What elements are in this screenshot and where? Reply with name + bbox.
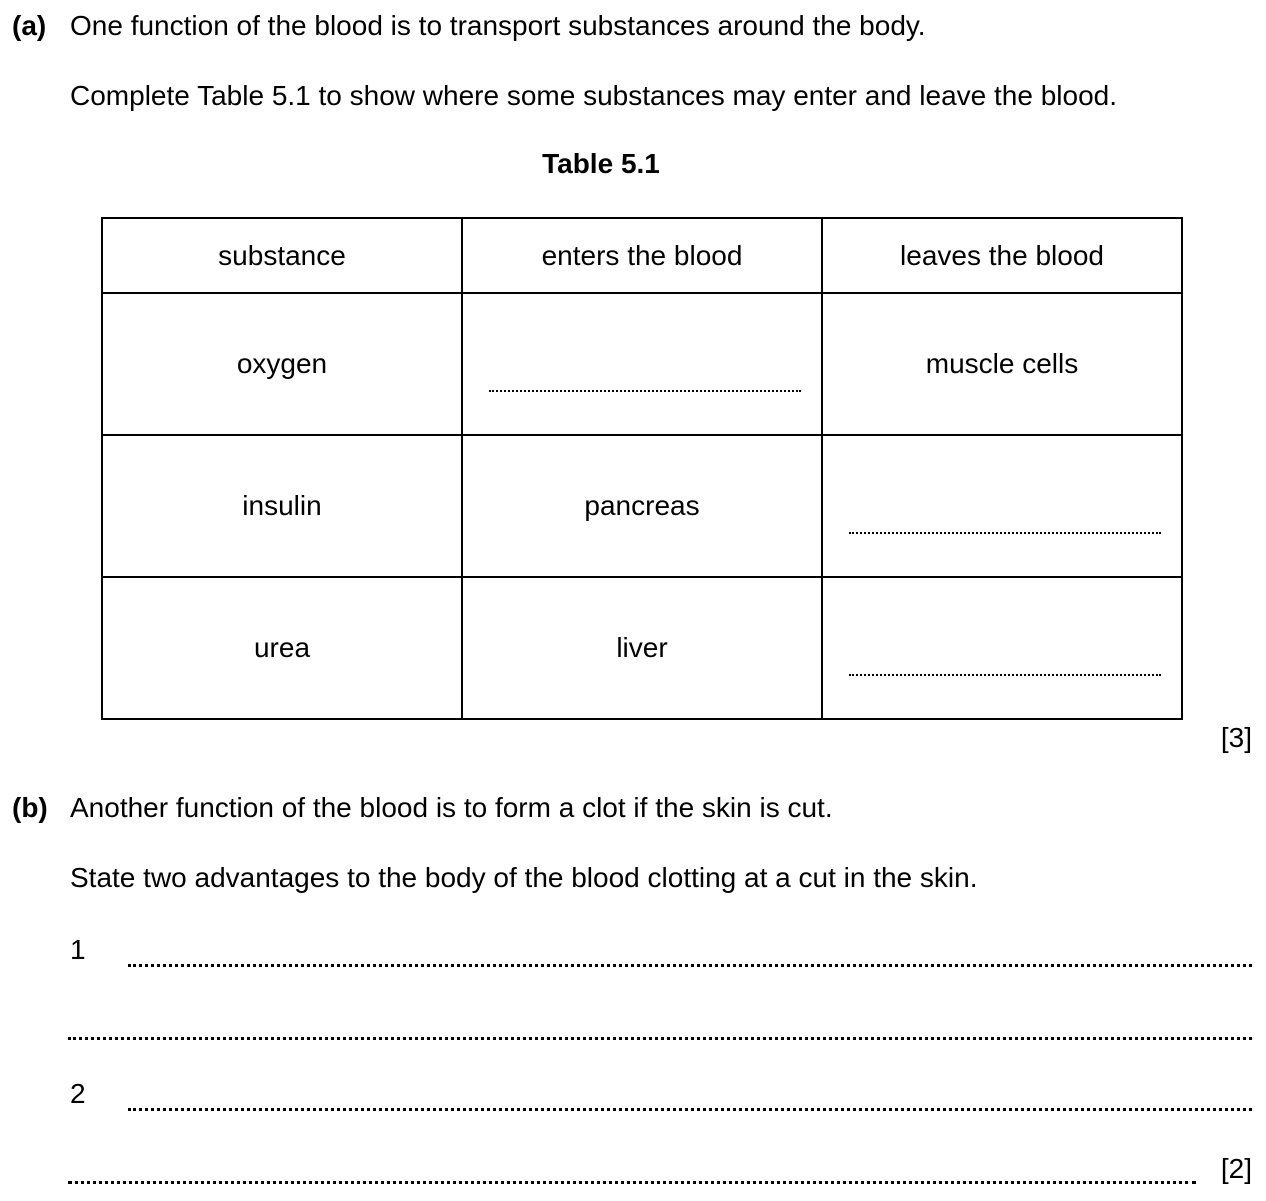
substance-table bbox=[101, 217, 1183, 720]
part-b-instruction: State two advantages to the body of the blood clotting at a cut in the skin. bbox=[70, 862, 978, 893]
table-caption: Table 5.1 bbox=[542, 148, 660, 179]
cell-substance: urea bbox=[253, 632, 311, 663]
answer-dotted-line[interactable] bbox=[489, 390, 801, 392]
answer-cell-oxygen-enters[interactable] bbox=[462, 293, 822, 435]
answer-cell-urea-leaves[interactable] bbox=[822, 577, 1182, 719]
answer-line-2a[interactable] bbox=[128, 1108, 1252, 1111]
cell-enters: liver bbox=[616, 632, 668, 663]
answer-dotted-line[interactable] bbox=[849, 674, 1161, 676]
part-a-intro: One function of the blood is to transport substances around the body. bbox=[70, 10, 926, 41]
header-enters-blood: enters the blood bbox=[462, 218, 822, 293]
answer-number-2: 2 bbox=[70, 1078, 86, 1109]
table-cell bbox=[822, 293, 1182, 435]
table-cell bbox=[462, 435, 822, 577]
table-header-row bbox=[102, 218, 1182, 293]
answer-line-2b[interactable] bbox=[68, 1181, 1196, 1184]
answer-dotted-line[interactable] bbox=[849, 532, 1161, 534]
answer-number-1: 1 bbox=[70, 934, 86, 965]
part-a-marks: [3] bbox=[1220, 722, 1252, 753]
part-a-label: (a) bbox=[12, 10, 47, 41]
answer-line-1b[interactable] bbox=[68, 1037, 1252, 1040]
cell-substance: oxygen bbox=[236, 348, 328, 379]
table-cell bbox=[102, 577, 462, 719]
header-substance: substance bbox=[102, 218, 462, 293]
cell-leaves bbox=[823, 578, 1181, 634]
table-cell bbox=[102, 293, 462, 435]
part-b-intro: Another function of the blood is to form a clot if the skin is cut. bbox=[70, 792, 833, 823]
table-cell bbox=[102, 435, 462, 577]
header-leaves-blood: leaves the blood bbox=[822, 218, 1182, 293]
part-b-marks: [2] bbox=[1220, 1153, 1252, 1184]
answer-line-1a[interactable] bbox=[128, 964, 1252, 967]
cell-enters bbox=[463, 294, 821, 350]
table-row-insulin bbox=[102, 435, 1182, 577]
answer-cell-insulin-leaves[interactable] bbox=[822, 435, 1182, 577]
table-row-urea bbox=[102, 577, 1182, 719]
table-cell bbox=[462, 577, 822, 719]
table-row-oxygen bbox=[102, 293, 1182, 435]
part-a-instruction: Complete Table 5.1 to show where some substances may enter and leave the blood. bbox=[70, 80, 1117, 111]
cell-leaves: muscle cells bbox=[925, 348, 1079, 379]
cell-enters: pancreas bbox=[584, 490, 700, 521]
cell-leaves bbox=[823, 436, 1181, 492]
part-b-label: (b) bbox=[12, 792, 48, 823]
cell-substance: insulin bbox=[242, 490, 322, 521]
